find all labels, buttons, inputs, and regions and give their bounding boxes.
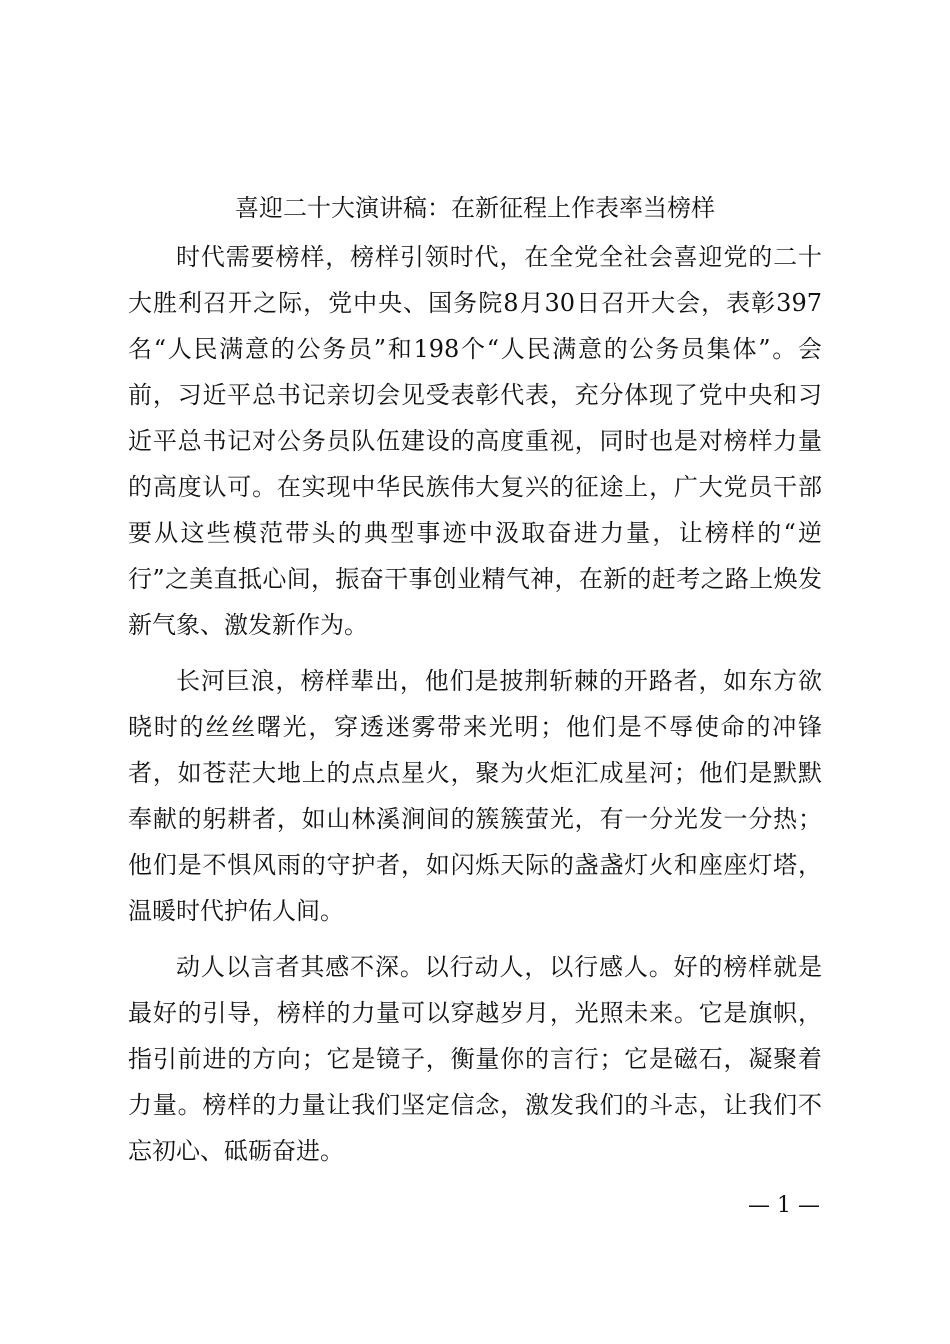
paragraph-3: 动人以言者其感不深。以行动人，以行感人。好的榜样就是最好的引导，榜样的力量可以穿越岁月，光照未来。它是旗帜，指引前进的方向；它是镜子，衡量你的言行；它是磁石，凝聚着力量。榜样的力量让我们坚定信念，激发我们的斗志，让我们不忘初心、砥砺奋进。 [128,953,822,1165]
page-number: — 1 — [748,1193,820,1218]
paragraph-1: 时代需要榜样，榜样引领时代，在全党全社会喜迎党的二十大胜利召开之际，党中央、国务院8月30日召开大会，表彰397名“人民满意的公务员”和198个“人民满意的公务员集体”。会前，习近平总书记亲切会见受表彰代表，充分体现了党中央和习近平总书记对公务员队伍建设的高度重视，同时也是对榜样力量的高度认可。在实现中华民族伟大复兴的征途上，广大党员干部要从这些模范带头的典型事迹中汲取奋进力量，让榜样的“逆行”之美直抵心间，振奋干事创业精气神，在新的赶考之路上焕发新气象、激发新作为。 [128,243,822,639]
document-title: 喜迎二十大演讲稿：在新征程上作表率当榜样 [235,194,715,222]
paragraph-2: 长河巨浪，榜样辈出，他们是披荆斩棘的开路者，如东方欲晓时的丝丝曙光，穿透迷雾带来光明；他们是不辱使命的冲锋者，如苍茫大地上的点点星火，聚为火炬汇成星河；他们是默默奉献的躬耕者，如山林溪涧间的簇簇萤光，有一分光发一分热；他们是不惧风雨的守护者，如闪烁天际的盏盏灯火和座座灯塔，温暖时代护佑人间。 [128,667,822,925]
document-body [128,234,822,1184]
